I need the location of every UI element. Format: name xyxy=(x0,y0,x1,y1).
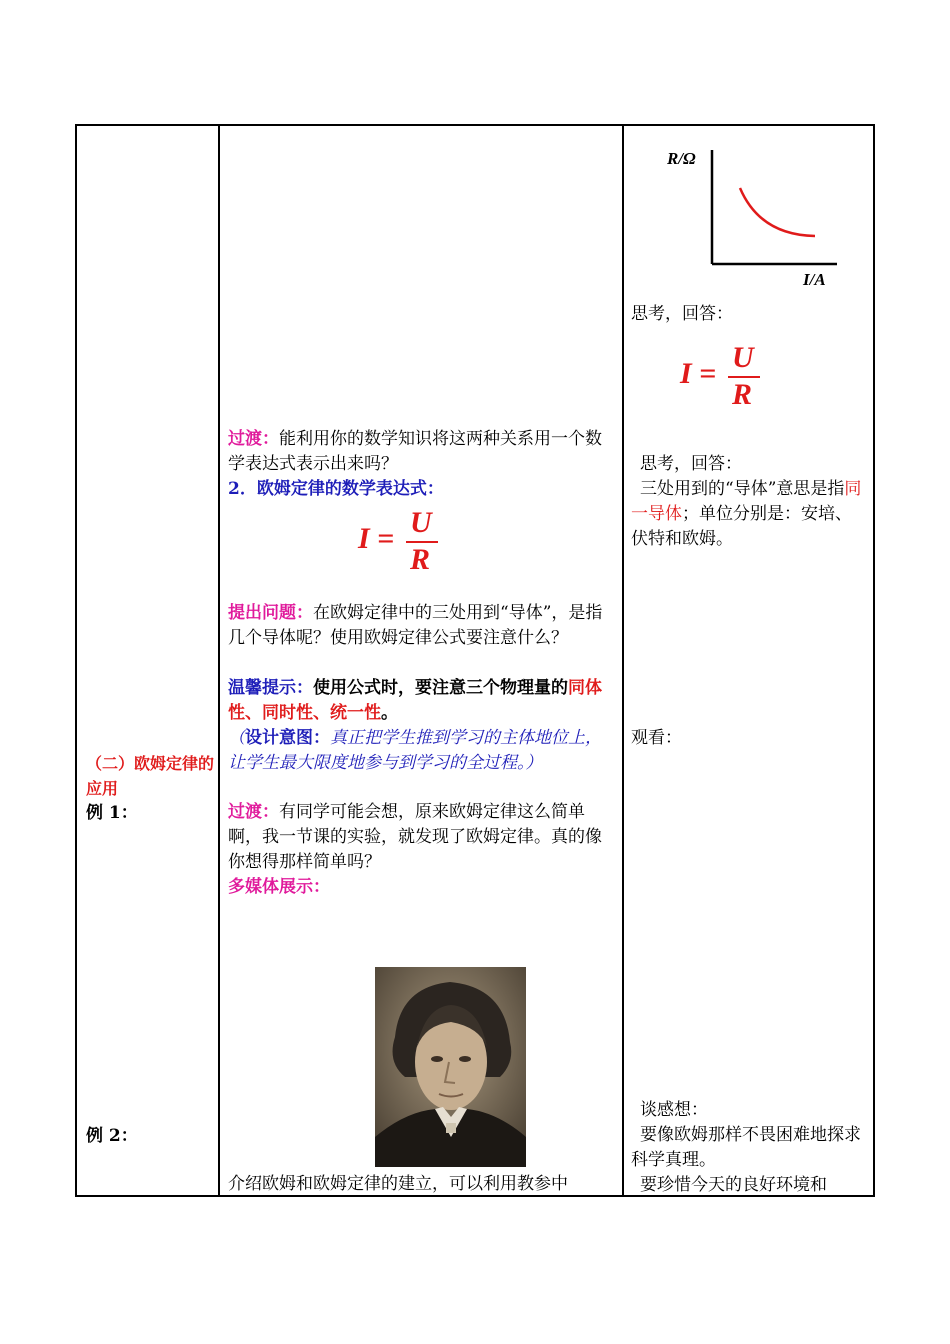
feelings-1: 要像欧姆那样不畏困难地探求科学真理。 xyxy=(631,1125,861,1170)
formula-lhs: I = xyxy=(680,357,717,390)
tip-label: 温馨提示： xyxy=(228,678,313,698)
formula-numerator: U xyxy=(732,341,754,374)
design-intent xyxy=(228,726,616,776)
formula-lhs: I = xyxy=(358,522,395,555)
graph-x-label: I/A xyxy=(803,270,826,289)
design-open: （ xyxy=(228,728,245,748)
answer-text-b: ；单位分别是：安培、伏特和欧姆。 xyxy=(631,504,852,549)
formula-numerator: U xyxy=(410,506,432,539)
graph-y-label: R/Ω xyxy=(667,149,696,168)
media-label: 多媒体展示： xyxy=(228,877,330,897)
column-divider xyxy=(218,126,220,1195)
ohm-formula-right xyxy=(680,341,770,415)
intro-text: 介绍欧姆和欧姆定律的建立，可以利用教参中 xyxy=(228,1174,568,1194)
design-text: 真正把学生推到学习的主体地位上，让学生最大限度地参与到学习的全过程。） xyxy=(228,728,602,773)
question-text: 在欧姆定律中的三处用到“导体”，是指几个导体呢？使用欧姆定律公式要注意什么？ xyxy=(228,603,603,648)
question xyxy=(228,601,616,651)
answer-text xyxy=(631,477,867,552)
r-i-curve xyxy=(740,188,815,236)
formula-denominator: R xyxy=(732,378,753,411)
design-label: 设计意图： xyxy=(245,728,330,748)
answer-text-a: 三处用到的“导体”意思是指 xyxy=(640,479,845,499)
transition-2 xyxy=(228,800,616,875)
transition-1 xyxy=(228,427,616,477)
question-label: 提出问题： xyxy=(228,603,313,623)
think-answer-2-block xyxy=(631,452,867,552)
transition-2-text: 有同学可能会想，原来欧姆定律这么简单啊，我一节课的实验，就发现了欧姆定律。真的像你想得那样简单吗？ xyxy=(228,802,602,872)
tip-end: 。 xyxy=(381,703,398,723)
example-1-label: 例 1： xyxy=(86,803,138,823)
transition-1-label: 过渡： xyxy=(228,429,279,449)
answer-red: 同一导体 xyxy=(631,479,862,524)
tip xyxy=(228,676,616,726)
transition-1-text: 能利用你的数学知识将这两种关系用一个数学表达式表示出来吗？ xyxy=(228,429,602,474)
feelings-2: 要珍惜今天的良好环境和 xyxy=(640,1175,827,1195)
formula-denominator: R xyxy=(410,543,431,576)
formula-heading: 2．欧姆定律的数学表达式： xyxy=(228,479,444,499)
transition-2-label: 过渡： xyxy=(228,802,279,822)
example-2-label: 例 2： xyxy=(86,1126,138,1146)
feelings-title: 谈感想： xyxy=(640,1100,708,1120)
column-divider xyxy=(622,126,624,1195)
think-answer-2: 思考，回答： xyxy=(640,454,742,474)
ohm-portrait-image xyxy=(375,967,526,1167)
think-answer-1: 思考，回答： xyxy=(631,304,733,324)
section-title: （二）欧姆定律的应用 xyxy=(86,754,215,798)
feelings-block xyxy=(631,1098,867,1198)
tip-text: 使用公式时，要注意三个物理量的 xyxy=(313,678,568,698)
watch-label: 观看： xyxy=(631,728,682,748)
tip-red-text: 同体性、同时性、统一性 xyxy=(228,678,602,723)
ohm-formula-center xyxy=(358,506,448,580)
r-i-graph xyxy=(665,140,845,290)
